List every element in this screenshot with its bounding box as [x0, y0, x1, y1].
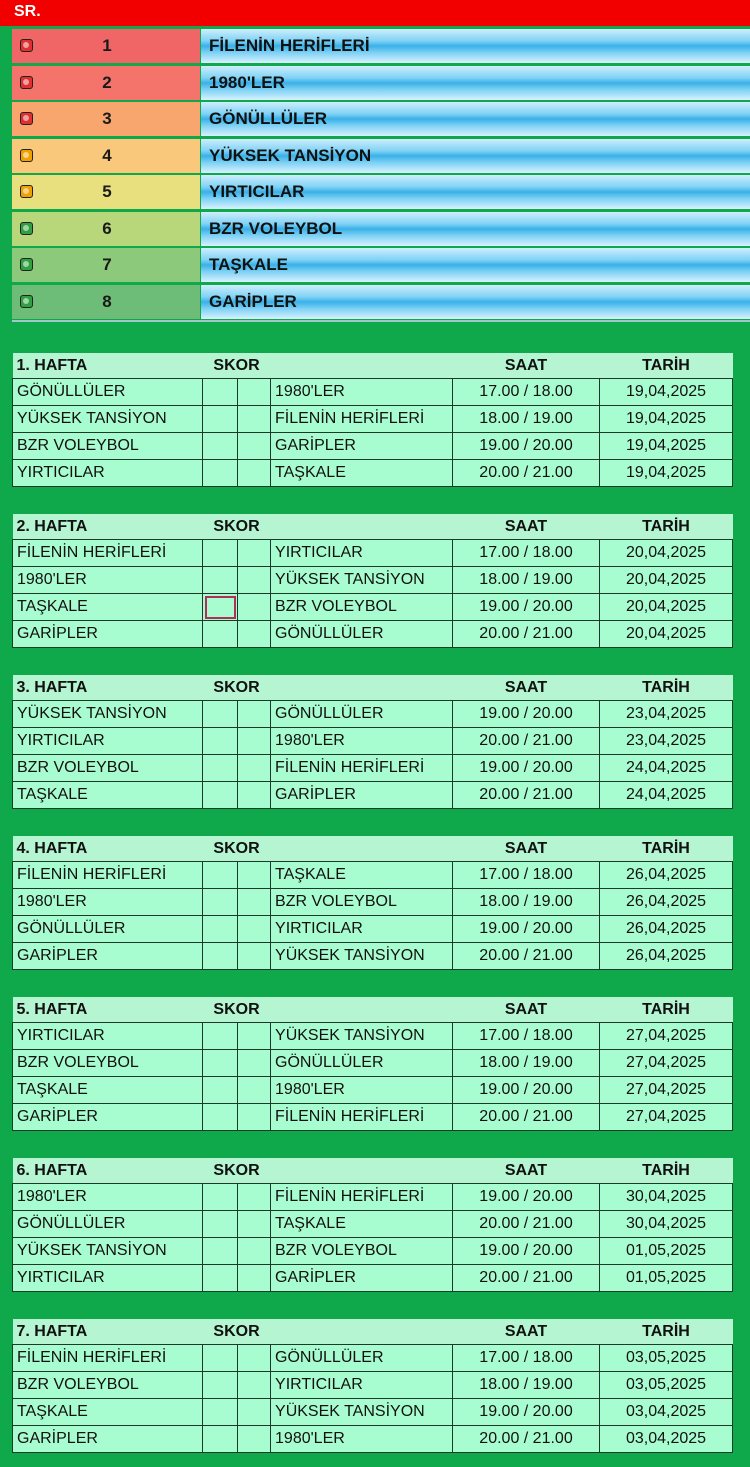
week-header-row	[13, 514, 733, 540]
away-score-cell[interactable]	[238, 621, 271, 648]
match-row	[13, 594, 733, 621]
date-column-header[interactable]: TARİH	[600, 836, 733, 862]
home-score-cell[interactable]	[203, 1023, 238, 1050]
away-team-cell[interactable]: TAŞKALE	[271, 862, 453, 889]
match-time-cell[interactable]: 19.00 / 20.00	[453, 1184, 600, 1211]
away-score-cell[interactable]	[238, 567, 271, 594]
match-date-cell[interactable]: 19,04,2025	[600, 433, 733, 460]
home-score-cell[interactable]	[203, 916, 238, 943]
match-row	[13, 621, 733, 648]
rank-cell[interactable]	[12, 102, 200, 136]
standings-row[interactable]	[12, 211, 750, 248]
match-row	[13, 433, 733, 460]
blank-header-cell[interactable]	[271, 514, 453, 540]
away-team-cell[interactable]: YIRTICILAR	[271, 540, 453, 567]
match-row	[13, 1077, 733, 1104]
team-name: 1980'LER	[209, 72, 285, 92]
standings-table	[12, 28, 750, 320]
match-date-cell[interactable]: 26,04,2025	[600, 943, 733, 970]
match-row	[13, 728, 733, 755]
status-indicator-icon	[20, 185, 33, 198]
match-time-cell[interactable]: 20.00 / 21.00	[453, 728, 600, 755]
match-time-cell[interactable]: 17.00 / 18.00	[453, 540, 600, 567]
status-indicator-icon	[20, 295, 33, 308]
team-cell[interactable]	[201, 66, 750, 100]
away-team-cell[interactable]: GÖNÜLLÜLER	[271, 701, 453, 728]
home-score-cell[interactable]	[203, 460, 238, 487]
away-team-cell[interactable]: BZR VOLEYBOL	[271, 1238, 453, 1265]
standings-row[interactable]	[12, 284, 750, 321]
match-row	[13, 1265, 733, 1292]
standings-row[interactable]	[12, 138, 750, 175]
week-header-row	[13, 997, 733, 1023]
home-team-cell[interactable]: TAŞKALE	[13, 782, 203, 809]
team-cell[interactable]	[201, 102, 750, 136]
rank-number: 5	[102, 182, 112, 201]
home-score-cell[interactable]	[203, 1345, 238, 1372]
match-date-cell[interactable]: 23,04,2025	[600, 728, 733, 755]
away-team-cell[interactable]: YIRTICILAR	[271, 1372, 453, 1399]
sheet-header-bar	[0, 0, 750, 26]
match-time-cell[interactable]: 20.00 / 21.00	[453, 621, 600, 648]
match-row	[13, 540, 733, 567]
away-team-cell[interactable]: YÜKSEK TANSİYON	[271, 943, 453, 970]
rank-number: 6	[102, 218, 112, 238]
away-score-cell[interactable]	[238, 1104, 271, 1131]
match-time-cell[interactable]: 18.00 / 19.00	[453, 1372, 600, 1399]
match-date-cell[interactable]: 03,05,2025	[600, 1345, 733, 1372]
match-time-cell[interactable]: 18.00 / 19.00	[453, 406, 600, 433]
match-date-cell[interactable]: 19,04,2025	[600, 460, 733, 487]
week-title[interactable]: 5. HAFTA	[13, 997, 203, 1023]
match-row	[13, 379, 733, 406]
match-time-cell[interactable]: 19.00 / 20.00	[453, 916, 600, 943]
team-name: BZR VOLEYBOL	[209, 218, 343, 238]
match-time-cell[interactable]: 20.00 / 21.00	[453, 1211, 600, 1238]
time-column-header[interactable]: SAAT	[453, 1158, 600, 1184]
away-score-cell[interactable]	[238, 889, 271, 916]
home-score-cell[interactable]	[203, 594, 238, 621]
blank-header-cell[interactable]	[271, 997, 453, 1023]
match-date-cell[interactable]: 27,04,2025	[600, 1104, 733, 1131]
match-time-cell[interactable]: 18.00 / 19.00	[453, 1050, 600, 1077]
standings-row[interactable]	[12, 28, 750, 65]
home-score-cell[interactable]	[203, 1372, 238, 1399]
home-score-cell[interactable]	[203, 1077, 238, 1104]
match-time-cell[interactable]: 20.00 / 21.00	[453, 943, 600, 970]
home-team-cell[interactable]: YÜKSEK TANSİYON	[13, 1238, 203, 1265]
away-score-cell[interactable]	[238, 916, 271, 943]
away-team-cell[interactable]: 1980'LER	[271, 379, 453, 406]
match-date-cell[interactable]: 26,04,2025	[600, 889, 733, 916]
standings-row[interactable]	[12, 174, 750, 211]
home-team-cell[interactable]: BZR VOLEYBOL	[13, 1050, 203, 1077]
match-date-cell[interactable]: 20,04,2025	[600, 621, 733, 648]
home-team-cell[interactable]: YIRTICILAR	[13, 728, 203, 755]
away-score-cell[interactable]	[238, 1077, 271, 1104]
match-time-cell[interactable]: 19.00 / 20.00	[453, 594, 600, 621]
home-score-cell[interactable]	[203, 1238, 238, 1265]
match-date-cell[interactable]: 30,04,2025	[600, 1184, 733, 1211]
home-score-cell[interactable]	[203, 379, 238, 406]
home-team-cell[interactable]: TAŞKALE	[13, 1399, 203, 1426]
team-cell[interactable]	[201, 175, 750, 209]
match-row	[13, 1399, 733, 1426]
away-score-cell[interactable]	[238, 1023, 271, 1050]
match-time-cell[interactable]: 20.00 / 21.00	[453, 460, 600, 487]
week-header-row	[13, 353, 733, 379]
away-score-cell[interactable]	[238, 862, 271, 889]
home-score-cell[interactable]	[203, 782, 238, 809]
week-title[interactable]: 3. HAFTA	[13, 675, 203, 701]
rank-cell[interactable]	[12, 248, 200, 282]
match-row	[13, 889, 733, 916]
rank-number: 3	[102, 109, 112, 128]
match-row	[13, 460, 733, 487]
match-time-cell[interactable]: 17.00 / 18.00	[453, 1023, 600, 1050]
home-team-cell[interactable]: GARİPLER	[13, 1104, 203, 1131]
rank-number: 7	[102, 255, 112, 274]
away-team-cell[interactable]: FİLENİN HERİFLERİ	[271, 755, 453, 782]
rank-number: 4	[102, 145, 112, 165]
away-score-cell[interactable]	[238, 755, 271, 782]
week-title[interactable]: 4. HAFTA	[13, 836, 203, 862]
blank-header-cell[interactable]	[271, 675, 453, 701]
divider	[12, 320, 750, 322]
time-column-header[interactable]: SAAT	[453, 997, 600, 1023]
away-score-cell[interactable]	[238, 782, 271, 809]
status-indicator-icon	[20, 149, 33, 162]
home-team-cell[interactable]: BZR VOLEYBOL	[13, 433, 203, 460]
rank-column-label: SR.	[14, 3, 41, 20]
away-score-cell[interactable]	[238, 1184, 271, 1211]
away-score-cell[interactable]	[238, 1050, 271, 1077]
match-row	[13, 567, 733, 594]
rank-cell[interactable]	[12, 175, 200, 209]
date-column-header[interactable]: TARİH	[600, 353, 733, 379]
match-date-cell[interactable]: 24,04,2025	[600, 782, 733, 809]
away-team-cell[interactable]: YÜKSEK TANSİYON	[271, 567, 453, 594]
team-cell[interactable]	[201, 139, 750, 173]
blank-header-cell[interactable]	[271, 1319, 453, 1345]
rank-number: 2	[102, 72, 112, 92]
score-column-header[interactable]: SKOR	[203, 997, 271, 1023]
away-team-cell[interactable]: GARİPLER	[271, 1265, 453, 1292]
rank-cell[interactable]	[12, 285, 200, 319]
match-time-cell[interactable]: 18.00 / 19.00	[453, 889, 600, 916]
match-row	[13, 1426, 733, 1453]
away-team-cell[interactable]: GÖNÜLLÜLER	[271, 1345, 453, 1372]
score-column-header[interactable]: SKOR	[203, 1158, 271, 1184]
week-fixture-table	[12, 1158, 733, 1292]
home-team-cell[interactable]: 1980'LER	[13, 889, 203, 916]
match-row	[13, 406, 733, 433]
home-team-cell[interactable]: YIRTICILAR	[13, 460, 203, 487]
match-time-cell[interactable]: 20.00 / 21.00	[453, 1265, 600, 1292]
away-team-cell[interactable]: YIRTICILAR	[271, 916, 453, 943]
team-name: YÜKSEK TANSİYON	[209, 145, 372, 165]
away-score-cell[interactable]	[238, 943, 271, 970]
time-column-header[interactable]: SAAT	[453, 675, 600, 701]
home-team-cell[interactable]: 1980'LER	[13, 1184, 203, 1211]
match-row	[13, 862, 733, 889]
match-time-cell[interactable]: 20.00 / 21.00	[453, 782, 600, 809]
date-column-header[interactable]: TARİH	[600, 1158, 733, 1184]
away-team-cell[interactable]: YÜKSEK TANSİYON	[271, 1023, 453, 1050]
home-team-cell[interactable]: GARİPLER	[13, 1426, 203, 1453]
home-score-cell[interactable]	[203, 728, 238, 755]
rank-number: 8	[102, 291, 112, 311]
time-column-header[interactable]: SAAT	[453, 1319, 600, 1345]
away-score-cell[interactable]	[238, 1211, 271, 1238]
match-time-cell[interactable]: 18.00 / 19.00	[453, 567, 600, 594]
away-score-cell[interactable]	[238, 540, 271, 567]
home-team-cell[interactable]: FİLENİN HERİFLERİ	[13, 1345, 203, 1372]
week-fixture-table	[12, 1319, 733, 1453]
score-column-header[interactable]: SKOR	[203, 353, 271, 379]
blank-header-cell[interactable]	[271, 353, 453, 379]
time-column-header[interactable]: SAAT	[453, 836, 600, 862]
match-time-cell[interactable]: 19.00 / 20.00	[453, 1238, 600, 1265]
away-team-cell[interactable]: GÖNÜLLÜLER	[271, 1050, 453, 1077]
away-score-cell[interactable]	[238, 379, 271, 406]
standings-row[interactable]	[12, 65, 750, 102]
home-score-cell[interactable]	[203, 621, 238, 648]
away-score-cell[interactable]	[238, 728, 271, 755]
away-team-cell[interactable]: BZR VOLEYBOL	[271, 889, 453, 916]
match-date-cell[interactable]: 27,04,2025	[600, 1050, 733, 1077]
home-team-cell[interactable]: BZR VOLEYBOL	[13, 1372, 203, 1399]
home-team-cell[interactable]: YÜKSEK TANSİYON	[13, 406, 203, 433]
home-team-cell[interactable]: YÜKSEK TANSİYON	[13, 701, 203, 728]
home-score-cell[interactable]	[203, 1050, 238, 1077]
away-team-cell[interactable]: GÖNÜLLÜLER	[271, 621, 453, 648]
match-row	[13, 1023, 733, 1050]
match-date-cell[interactable]: 20,04,2025	[600, 540, 733, 567]
match-date-cell[interactable]: 20,04,2025	[600, 594, 733, 621]
home-score-cell[interactable]	[203, 567, 238, 594]
week-header-row	[13, 1158, 733, 1184]
team-name: TAŞKALE	[209, 255, 289, 274]
home-team-cell[interactable]: BZR VOLEYBOL	[13, 755, 203, 782]
away-score-cell[interactable]	[238, 1265, 271, 1292]
home-score-cell[interactable]	[203, 1265, 238, 1292]
home-score-cell[interactable]	[203, 701, 238, 728]
home-score-cell[interactable]	[203, 1399, 238, 1426]
rank-number: 1	[102, 36, 112, 55]
away-team-cell[interactable]: 1980'LER	[271, 1426, 453, 1453]
team-name: YIRTICILAR	[209, 182, 305, 201]
time-column-header[interactable]: SAAT	[453, 514, 600, 540]
match-row	[13, 1050, 733, 1077]
match-time-cell[interactable]: 17.00 / 18.00	[453, 1345, 600, 1372]
week-fixture-table	[12, 675, 733, 809]
match-date-cell[interactable]: 27,04,2025	[600, 1077, 733, 1104]
away-score-cell[interactable]	[238, 1426, 271, 1453]
away-team-cell[interactable]: 1980'LER	[271, 1077, 453, 1104]
home-team-cell[interactable]: GÖNÜLLÜLER	[13, 379, 203, 406]
match-row	[13, 755, 733, 782]
match-time-cell[interactable]: 17.00 / 18.00	[453, 379, 600, 406]
away-team-cell[interactable]: 1980'LER	[271, 728, 453, 755]
team-name: FİLENİN HERİFLERİ	[209, 36, 370, 55]
standings-row[interactable]	[12, 247, 750, 284]
match-time-cell[interactable]: 19.00 / 20.00	[453, 755, 600, 782]
match-date-cell[interactable]: 19,04,2025	[600, 406, 733, 433]
away-score-cell[interactable]	[238, 1399, 271, 1426]
match-row	[13, 1104, 733, 1131]
match-date-cell[interactable]: 24,04,2025	[600, 755, 733, 782]
team-name: GÖNÜLLÜLER	[209, 109, 328, 128]
home-team-cell[interactable]: YIRTICILAR	[13, 1265, 203, 1292]
week-fixture-table	[12, 997, 733, 1131]
score-column-header[interactable]: SKOR	[203, 836, 271, 862]
match-date-cell[interactable]: 26,04,2025	[600, 862, 733, 889]
blank-header-cell[interactable]	[271, 1158, 453, 1184]
week-header-row	[13, 1319, 733, 1345]
date-column-header[interactable]: TARİH	[600, 1319, 733, 1345]
home-team-cell[interactable]: FİLENİN HERİFLERİ	[13, 540, 203, 567]
team-cell[interactable]	[201, 29, 750, 63]
away-team-cell[interactable]: BZR VOLEYBOL	[271, 594, 453, 621]
home-score-cell[interactable]	[203, 1211, 238, 1238]
score-column-header[interactable]: SKOR	[203, 675, 271, 701]
away-team-cell[interactable]: TAŞKALE	[271, 1211, 453, 1238]
away-team-cell[interactable]: YÜKSEK TANSİYON	[271, 1399, 453, 1426]
home-team-cell[interactable]: 1980'LER	[13, 567, 203, 594]
match-date-cell[interactable]: 20,04,2025	[600, 567, 733, 594]
home-score-cell[interactable]	[203, 406, 238, 433]
match-date-cell[interactable]: 03,04,2025	[600, 1426, 733, 1453]
match-date-cell[interactable]: 23,04,2025	[600, 701, 733, 728]
match-time-cell[interactable]: 19.00 / 20.00	[453, 1077, 600, 1104]
home-team-cell[interactable]: GARİPLER	[13, 621, 203, 648]
away-team-cell[interactable]: FİLENİN HERİFLERİ	[271, 1184, 453, 1211]
team-cell[interactable]	[201, 248, 750, 282]
rank-cell[interactable]	[12, 212, 200, 246]
match-row	[13, 916, 733, 943]
rank-cell[interactable]	[12, 139, 200, 173]
match-time-cell[interactable]: 20.00 / 21.00	[453, 1426, 600, 1453]
match-time-cell[interactable]: 19.00 / 20.00	[453, 1399, 600, 1426]
match-date-cell[interactable]: 01,05,2025	[600, 1238, 733, 1265]
week-fixture-table	[12, 353, 733, 487]
match-time-cell[interactable]: 19.00 / 20.00	[453, 433, 600, 460]
home-team-cell[interactable]: GÖNÜLLÜLER	[13, 1211, 203, 1238]
score-column-header[interactable]: SKOR	[203, 514, 271, 540]
score-column-header[interactable]: SKOR	[203, 1319, 271, 1345]
match-row	[13, 782, 733, 809]
away-score-cell[interactable]	[238, 1345, 271, 1372]
week-title[interactable]: 7. HAFTA	[13, 1319, 203, 1345]
status-indicator-icon	[20, 39, 33, 52]
match-date-cell[interactable]: 26,04,2025	[600, 916, 733, 943]
standings-row[interactable]	[12, 101, 750, 138]
home-score-cell[interactable]	[203, 433, 238, 460]
match-date-cell[interactable]: 03,05,2025	[600, 1372, 733, 1399]
away-team-cell[interactable]: GARİPLER	[271, 782, 453, 809]
home-team-cell[interactable]: YIRTICILAR	[13, 1023, 203, 1050]
time-column-header[interactable]: SAAT	[453, 353, 600, 379]
away-score-cell[interactable]	[238, 1372, 271, 1399]
away-score-cell[interactable]	[238, 433, 271, 460]
home-score-cell[interactable]	[203, 1104, 238, 1131]
match-date-cell[interactable]: 19,04,2025	[600, 379, 733, 406]
week-title[interactable]: 6. HAFTA	[13, 1158, 203, 1184]
home-team-cell[interactable]: FİLENİN HERİFLERİ	[13, 862, 203, 889]
home-score-cell[interactable]	[203, 862, 238, 889]
away-score-cell[interactable]	[238, 594, 271, 621]
team-cell[interactable]	[201, 285, 750, 319]
blank-header-cell[interactable]	[271, 836, 453, 862]
match-row	[13, 1238, 733, 1265]
away-team-cell[interactable]: FİLENİN HERİFLERİ	[271, 406, 453, 433]
home-team-cell[interactable]: TAŞKALE	[13, 594, 203, 621]
match-time-cell[interactable]: 20.00 / 21.00	[453, 1104, 600, 1131]
home-score-cell[interactable]	[203, 1184, 238, 1211]
away-score-cell[interactable]	[238, 406, 271, 433]
home-score-cell[interactable]	[203, 755, 238, 782]
home-score-cell[interactable]	[203, 1426, 238, 1453]
date-column-header[interactable]: TARİH	[600, 997, 733, 1023]
match-row	[13, 943, 733, 970]
match-date-cell[interactable]: 30,04,2025	[600, 1211, 733, 1238]
home-score-cell[interactable]	[203, 889, 238, 916]
status-indicator-icon	[20, 222, 33, 235]
match-row	[13, 1211, 733, 1238]
status-indicator-icon	[20, 76, 33, 89]
home-score-cell[interactable]	[203, 540, 238, 567]
away-team-cell[interactable]: FİLENİN HERİFLERİ	[271, 1104, 453, 1131]
home-team-cell[interactable]: GÖNÜLLÜLER	[13, 916, 203, 943]
status-indicator-icon	[20, 112, 33, 125]
match-row	[13, 1345, 733, 1372]
home-team-cell[interactable]: GARİPLER	[13, 943, 203, 970]
week-title[interactable]: 1. HAFTA	[13, 353, 203, 379]
team-cell[interactable]	[201, 212, 750, 246]
week-header-row	[13, 675, 733, 701]
away-score-cell[interactable]	[238, 701, 271, 728]
match-time-cell[interactable]: 19.00 / 20.00	[453, 701, 600, 728]
week-title[interactable]: 2. HAFTA	[13, 514, 203, 540]
away-score-cell[interactable]	[238, 1238, 271, 1265]
match-row	[13, 701, 733, 728]
match-date-cell[interactable]: 27,04,2025	[600, 1023, 733, 1050]
match-date-cell[interactable]: 03,04,2025	[600, 1399, 733, 1426]
week-header-row	[13, 836, 733, 862]
date-column-header[interactable]: TARİH	[600, 514, 733, 540]
match-time-cell[interactable]: 17.00 / 18.00	[453, 862, 600, 889]
home-score-cell[interactable]	[203, 943, 238, 970]
match-row	[13, 1184, 733, 1211]
away-team-cell[interactable]: TAŞKALE	[271, 460, 453, 487]
home-team-cell[interactable]: TAŞKALE	[13, 1077, 203, 1104]
rank-cell[interactable]	[12, 29, 200, 63]
away-score-cell[interactable]	[238, 460, 271, 487]
match-row	[13, 1372, 733, 1399]
status-indicator-icon	[20, 258, 33, 271]
away-team-cell[interactable]: GARİPLER	[271, 433, 453, 460]
week-fixture-table	[12, 514, 733, 648]
rank-cell[interactable]	[12, 66, 200, 100]
date-column-header[interactable]: TARİH	[600, 675, 733, 701]
team-name: GARİPLER	[209, 291, 297, 311]
week-fixture-table	[12, 836, 733, 970]
match-date-cell[interactable]: 01,05,2025	[600, 1265, 733, 1292]
